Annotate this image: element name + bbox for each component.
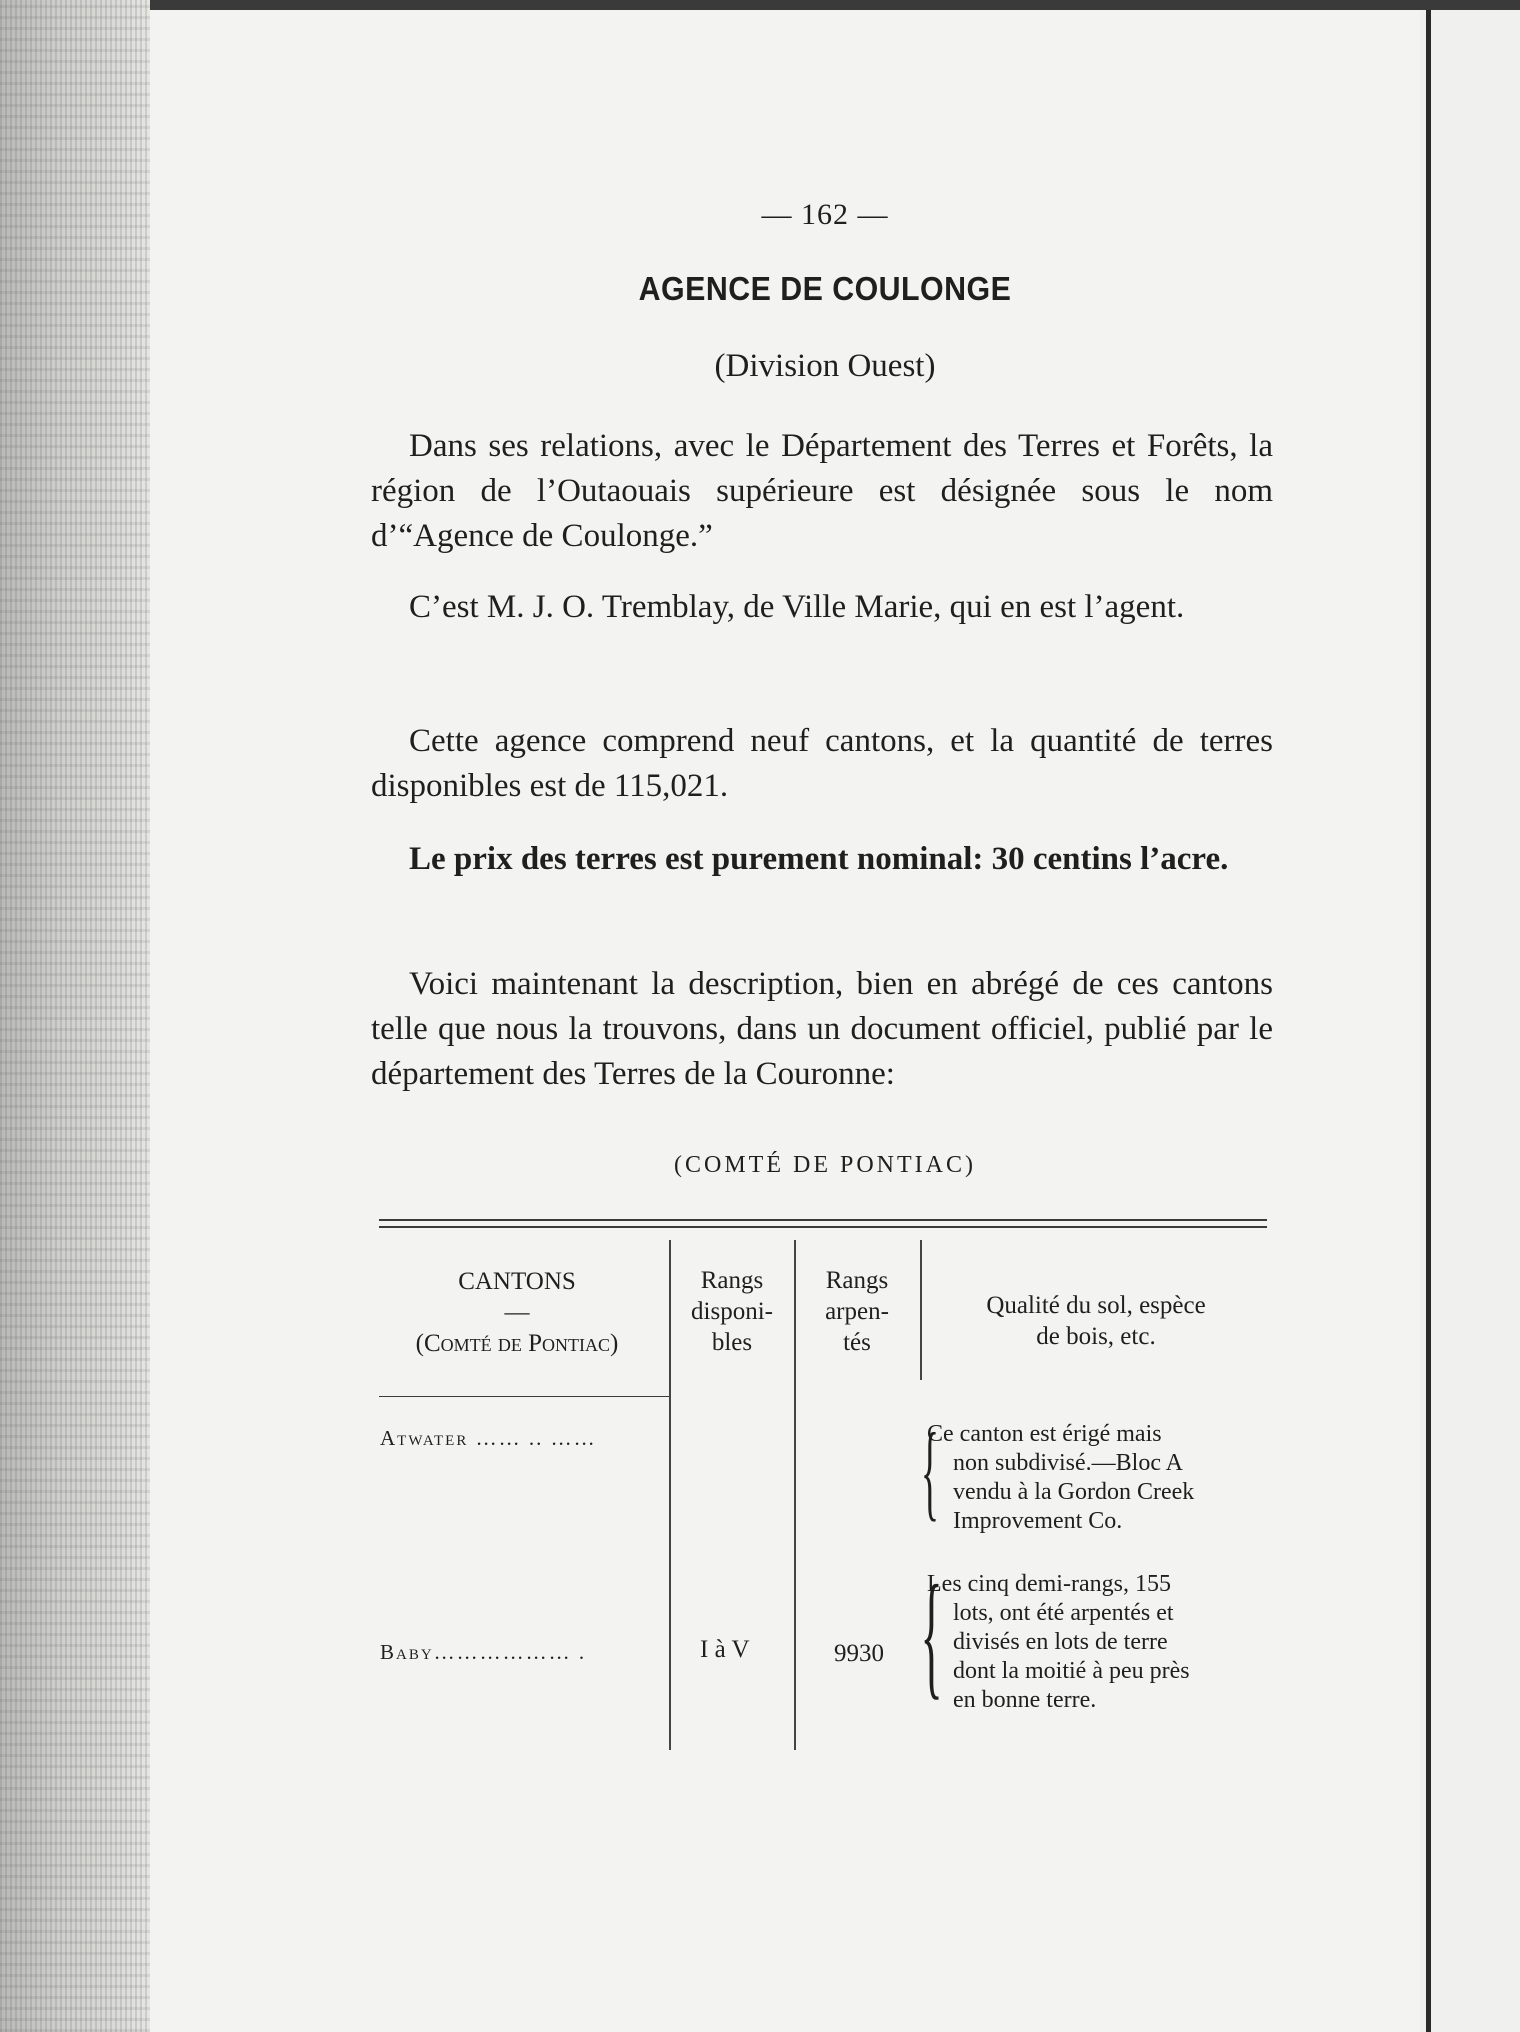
row-canton-name: Atwater …… .. …… bbox=[380, 1426, 597, 1450]
note-line: vendu à la Gordon Creek bbox=[953, 1479, 1195, 1505]
paragraph-5: Voici maintenant la description, bien en abrégé de ces cantons telle que nous la trouvons, dans un document officiel, publié par le département des Terres de la Couronne: bbox=[371, 966, 1273, 1092]
brace-glyph: { bbox=[920, 1412, 939, 1531]
column-divider bbox=[920, 1240, 922, 1380]
header-line: bles bbox=[711, 1329, 753, 1356]
row-qualite bbox=[927, 1420, 1277, 1536]
header-line: Qualité du sol, espèce bbox=[986, 1292, 1206, 1319]
note-line: non subdivisé.—Bloc A bbox=[953, 1450, 1184, 1476]
paragraph-4: Le prix des terres est purement nominal: 30 centins l’acre. bbox=[409, 841, 1229, 877]
table-top-rule-2 bbox=[379, 1226, 1267, 1228]
header-rangs-arpentes bbox=[798, 1265, 916, 1358]
row-rangs-arpentes: 9930 bbox=[834, 1640, 884, 1667]
paragraph-1: Dans ses relations, avec le Département des Terres et Forêts, la région de l’Outaouais supérieure est désignée sous le nom d’“Agence de Coulonge.” bbox=[371, 428, 1273, 554]
note-line: divisés en lots de terre bbox=[953, 1629, 1168, 1655]
row-rangs-disponibles: I à V bbox=[700, 1636, 750, 1663]
header-cantons-title: CANTONS bbox=[458, 1268, 576, 1295]
note-line: lots, ont été arpentés et bbox=[953, 1600, 1174, 1626]
header-rule bbox=[379, 1396, 669, 1397]
page-number: — 162 — bbox=[761, 198, 889, 231]
county-caption: (COMTÉ DE PONTIAC) bbox=[674, 1152, 976, 1178]
note-line: Les cinq demi-rangs, 155 bbox=[927, 1571, 1171, 1597]
header-cantons bbox=[372, 1266, 662, 1359]
paragraph-3: Cette agence comprend neuf cantons, et la quantité de terres disponibles est de 115,021. bbox=[371, 723, 1273, 804]
header-line: tés bbox=[843, 1329, 871, 1356]
page-title: AGENCE DE COULONGE bbox=[638, 270, 1012, 307]
header-line: disponi- bbox=[691, 1298, 773, 1325]
header-line: de bois, etc. bbox=[1036, 1323, 1156, 1350]
header-cantons-county: (Comté de Pontiac) bbox=[415, 1330, 619, 1357]
header-rangs-disponibles bbox=[673, 1265, 791, 1358]
header-line: arpen- bbox=[825, 1298, 889, 1325]
note-line: dont la moitié à peu près bbox=[953, 1658, 1190, 1684]
note-line: Improvement Co. bbox=[953, 1508, 1123, 1534]
header-cantons-dash: — bbox=[504, 1299, 530, 1326]
header-qualite bbox=[926, 1290, 1266, 1352]
column-divider bbox=[794, 1240, 796, 1750]
table-top-rule bbox=[379, 1219, 1267, 1221]
paragraph-2: C’est M. J. O. Tremblay, de Ville Marie, qui en est l’agent. bbox=[409, 589, 1185, 625]
book-gutter-line bbox=[1426, 10, 1431, 2032]
header-line: Rangs bbox=[700, 1267, 764, 1294]
column-divider bbox=[669, 1240, 671, 1750]
page-subtitle: (Division Ouest) bbox=[714, 348, 936, 384]
scan-top-border bbox=[0, 0, 1520, 10]
row-qualite bbox=[927, 1570, 1277, 1715]
brace-glyph: { bbox=[920, 1557, 943, 1712]
note-line: Ce canton est érigé mais bbox=[927, 1421, 1162, 1447]
row-canton-name: Baby……………… . bbox=[380, 1640, 587, 1664]
note-line: en bonne terre. bbox=[953, 1687, 1097, 1713]
header-line: Rangs bbox=[825, 1267, 889, 1294]
facing-page-margin bbox=[1420, 10, 1520, 2032]
